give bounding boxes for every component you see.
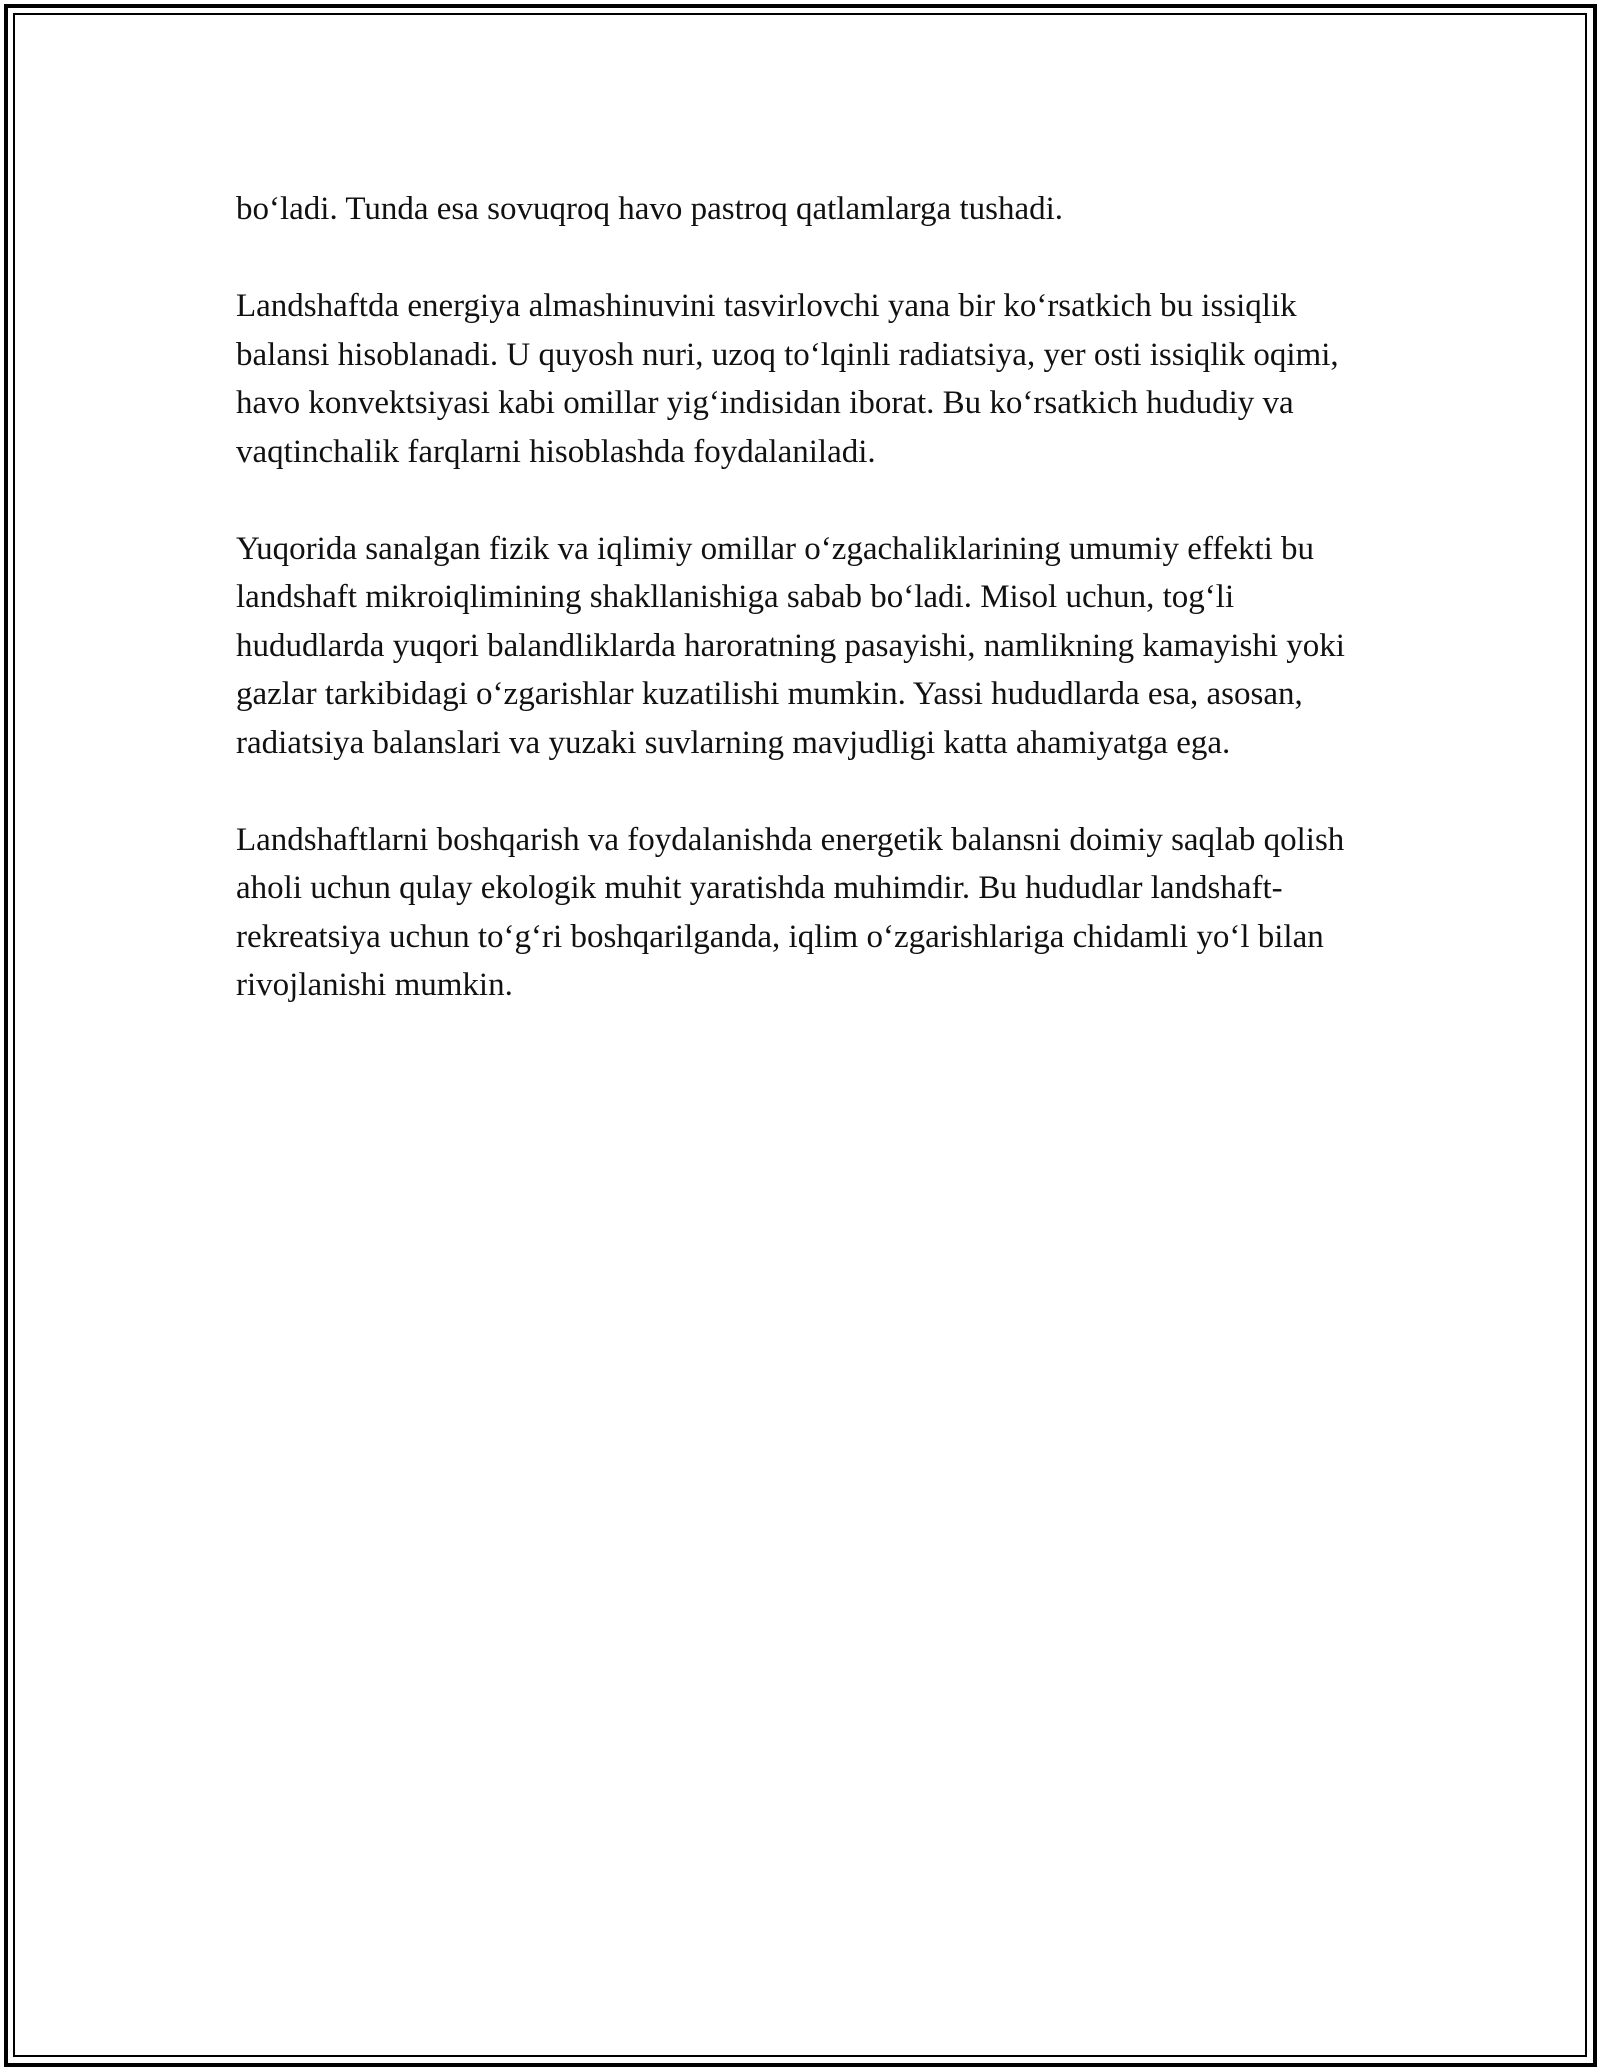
paragraph-1: bo‘ladi. Tunda esa sovuqroq havo pastroq qatlamlarga tushadi. [236,191,1064,227]
paragraph-2: Landshaftda energiya almashinuvini tasvirlovchi yana bir ko‘rsatkich bu issiqlik balansi hisoblanadi. U quyosh nuri, uzoq to‘lqinli radiatsiya, yer osti issiqlik oqimi, havo konvektsiyasi kabi omillar yig‘indisidan iborat. Bu ko‘rsatkich hududiy va vaqtinchalik farqlarni hisoblashda foydalaniladi. [236,288,1339,470]
paragraph-3: Yuqorida sanalgan fizik va iqlimiy omillar o‘zgachaliklarining umumiy effekti bu landshaft mikroiqlimining shakllanishiga sabab bo‘ladi. Misol uchun, tog‘li hududlarda yuqori balandliklarda haroratning pasayishi, namlikning kamayishi yoki gazlar tarkibidagi o‘zgarishlar kuzatilishi mumkin. Yassi hududlarda esa, asosan, radiatsiya balanslari va yuzaki suvlarning mavjudligi katta ahamiyatga ega. [236,530,1345,761]
document-body [236,185,1366,1058]
paragraph-4: Landshaftlarni boshqarish va foydalanishda energetik balansni doimiy saqlab qolish aholi uchun qulay ekologik muhit yaratishda muhimdir. Bu hududlar landshaft-rekreatsiya uchun to‘g‘ri boshqarilganda, iqlim o‘zgarishlariga chidamli yo‘l bilan rivojlanishi mumkin. [236,821,1345,1003]
